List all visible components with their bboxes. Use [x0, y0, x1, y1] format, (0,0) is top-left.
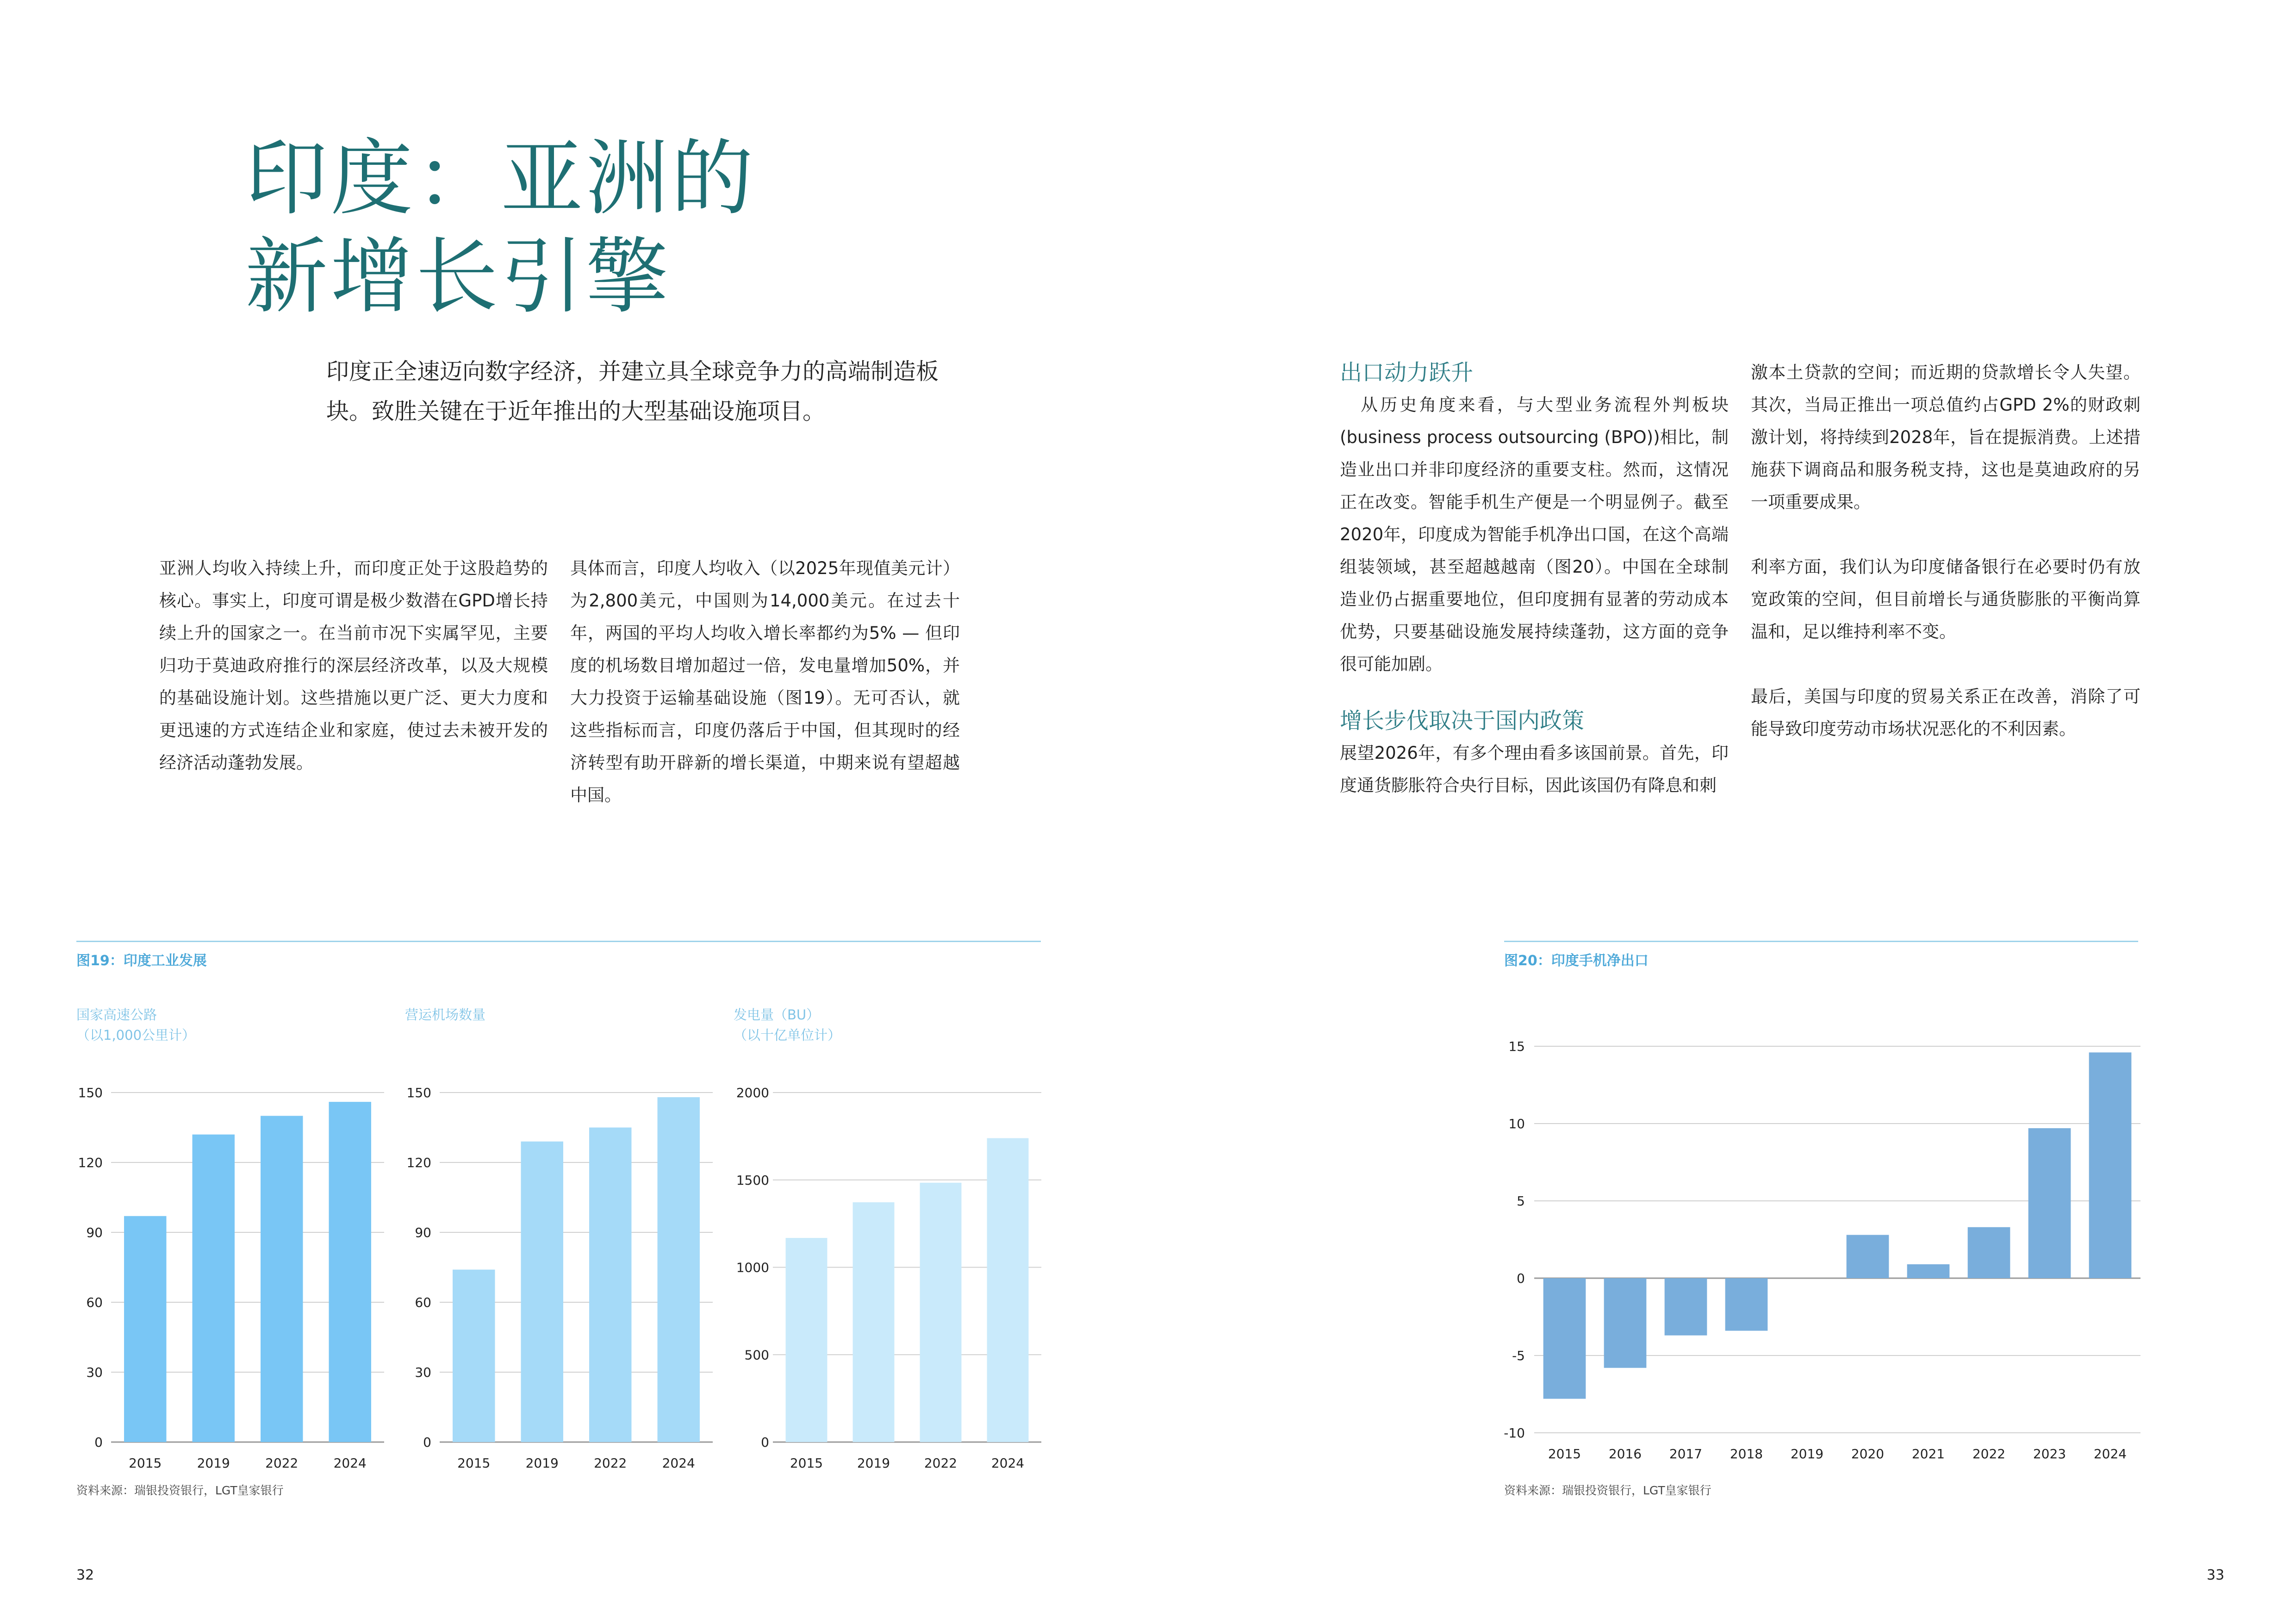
x-tick-label: 2019	[197, 1455, 230, 1471]
x-tick-label: 2015	[1548, 1446, 1581, 1462]
chart-3-label	[734, 1005, 841, 1045]
x-tick-label: 2022	[924, 1455, 958, 1471]
figure-20-source: 资料来源：瑞银投资银行，LGT皇家银行	[1504, 1484, 1711, 1497]
bar	[2089, 1052, 2132, 1278]
y-tick-label: 0	[761, 1435, 769, 1450]
chart-3-title: 发电量（BU）	[734, 1007, 820, 1023]
figure-19-title: 图19：印度工业发展	[76, 953, 207, 969]
figure-19-rule	[76, 941, 1041, 942]
figure-19-source: 资料来源：瑞银投资银行，LGT皇家银行	[76, 1484, 284, 1497]
y-tick-label: 15	[1508, 1039, 1525, 1054]
x-tick-label: 2023	[2033, 1446, 2066, 1462]
bar	[1543, 1278, 1586, 1399]
bar	[920, 1183, 962, 1442]
y-tick-label: 30	[415, 1365, 431, 1380]
y-tick-label: 1000	[736, 1260, 769, 1275]
section-heading-exports: 出口动力跃升	[1340, 360, 1474, 386]
bar	[1968, 1227, 2010, 1278]
bar	[1665, 1278, 1707, 1336]
bar	[589, 1128, 631, 1443]
x-tick-label: 2024	[662, 1455, 695, 1471]
column-4-paragraph-2: 利率方面，我们认为印度储备银行在必要时仍有放宽政策的空间，但目前增长与通货膨胀的平衡尚算温和，足以维持利率不变。	[1751, 557, 2140, 642]
title-line-1: 印度：亚洲的	[245, 131, 756, 226]
y-tick-label: 150	[78, 1085, 103, 1100]
x-tick-label: 2015	[129, 1455, 162, 1471]
x-tick-label: 2022	[265, 1455, 299, 1471]
x-tick-label: 2024	[2093, 1446, 2127, 1462]
y-tick-label: 60	[86, 1295, 103, 1310]
x-tick-label: 2015	[457, 1455, 491, 1471]
page-number-left: 32	[76, 1567, 94, 1583]
y-tick-label: 500	[744, 1347, 769, 1363]
chart-power	[722, 1065, 1041, 1472]
bar	[453, 1270, 495, 1442]
bar	[658, 1097, 700, 1442]
x-tick-label: 2019	[857, 1455, 890, 1471]
chart-3-subtitle: （以十亿单位计）	[734, 1027, 841, 1043]
chart-1-label	[76, 1005, 195, 1045]
page-number-right: 33	[2207, 1567, 2225, 1583]
y-tick-label: 60	[415, 1295, 431, 1310]
bar	[124, 1216, 166, 1442]
x-tick-label: 2020	[1851, 1446, 1885, 1462]
exports-paragraph: 从历史角度来看，与大型业务流程外判板块(business process outsourcing (BPO))相比，制造业出口并非印度经济的重要支柱。然而，这情况正在改变。智能手机生产便是一个明显例子。截至2020年，印度成为智能手机净出口国，在这个高端组装领域，甚至超越越南（图20）。中国在全球制造业仍占据重要地位，但印度拥有显著的劳动成本优势，只要基础设施发展持续蓬勃，这方面的竞争很可能加剧。	[1340, 395, 1729, 674]
chart-2-label	[405, 1005, 485, 1025]
section-heading-policy: 增长步伐取决于国内政策	[1340, 708, 1585, 734]
bar	[193, 1135, 235, 1442]
x-tick-label: 2022	[1972, 1446, 2006, 1462]
y-tick-label: 1500	[736, 1172, 769, 1188]
y-tick-label: 2000	[736, 1085, 769, 1100]
bar	[261, 1116, 303, 1442]
y-tick-label: 90	[415, 1225, 431, 1240]
x-tick-label: 2016	[1608, 1446, 1642, 1462]
figure-20-title: 图20：印度手机净出口	[1504, 953, 1649, 969]
y-tick-label: 0	[1517, 1271, 1525, 1286]
y-tick-label: 120	[406, 1155, 431, 1170]
y-tick-label: 30	[86, 1365, 103, 1380]
column-4-paragraph-1: 激本土贷款的空间；而近期的贷款增长令人失望。其次，当局正推出一项总值约占GPD 2%的财政刺激计划，将持续到2028年，旨在提振消费。上述措施获下调商品和服务税支持，这也是莫迪政府的另一项重要成果。	[1751, 362, 2140, 512]
chart-highways	[65, 1065, 384, 1472]
body-column-3	[1340, 356, 1729, 802]
bar	[786, 1238, 828, 1442]
chart-1-subtitle: （以1,000公里计）	[76, 1027, 196, 1043]
y-tick-label: -5	[1512, 1348, 1525, 1363]
x-tick-label: 2017	[1669, 1446, 1703, 1462]
figure-20-rule	[1504, 941, 2138, 942]
column-4-paragraph-3: 最后，美国与印度的贸易关系正在改善，消除了可能导致印度劳动市场状况恶化的不利因素。	[1751, 687, 2140, 739]
y-tick-label: 0	[94, 1435, 103, 1450]
body-column-4	[1751, 356, 2140, 745]
chart-2-title: 营运机场数量	[405, 1007, 486, 1023]
chart-1-title: 国家高速公路	[76, 1007, 157, 1023]
page-title	[245, 130, 756, 326]
x-tick-label: 2022	[594, 1455, 627, 1471]
bar	[853, 1202, 895, 1442]
y-tick-label: 10	[1508, 1116, 1525, 1131]
bar	[329, 1102, 371, 1442]
chart-phone-exports	[1490, 1023, 2143, 1472]
bar	[2028, 1128, 2071, 1278]
y-tick-label: -10	[1504, 1425, 1525, 1441]
x-tick-label: 2019	[525, 1455, 559, 1471]
x-tick-label: 2021	[1911, 1446, 1945, 1462]
title-line-2: 新增长引擎	[245, 229, 671, 325]
y-tick-label: 90	[86, 1225, 103, 1240]
x-tick-label: 2024	[333, 1455, 367, 1471]
y-tick-label: 5	[1517, 1193, 1525, 1209]
x-tick-label: 2015	[790, 1455, 823, 1471]
x-tick-label: 2019	[1790, 1446, 1824, 1462]
policy-paragraph: 展望2026年，有多个理由看多该国前景。首先，印度通货膨胀符合央行目标，因此该国仍有降息和刺	[1340, 743, 1729, 795]
bar	[521, 1142, 563, 1442]
x-tick-label: 2018	[1730, 1446, 1763, 1462]
x-tick-label: 2024	[991, 1455, 1025, 1471]
bar	[1604, 1278, 1647, 1368]
bar	[1907, 1264, 1950, 1278]
y-tick-label: 120	[78, 1155, 103, 1170]
y-tick-label: 150	[406, 1085, 431, 1100]
lead-paragraph: 印度正全速迈向数字经济，并建立具全球竞争力的高端制造板块。致胜关键在于近年推出的大型基础设施项目。	[326, 358, 939, 425]
body-column-1: 亚洲人均收入持续上升，而印度正处于这股趋势的核心。事实上，印度可谓是极少数潜在GPD增长持续上升的国家之一。在当前市况下实属罕见，主要归功于莫迪政府推行的深层经济改革，以及大规模的基础设施计划。这些措施以更广泛、更大力度和更迅速的方式连结企业和家庭，使过去未被开发的经济活动蓬勃发展。	[159, 558, 548, 773]
bar	[1725, 1278, 1768, 1331]
bar	[987, 1138, 1029, 1442]
bar	[1847, 1235, 1889, 1278]
y-tick-label: 0	[423, 1435, 431, 1450]
body-column-2: 具体而言，印度人均收入（以2025年现值美元计）为2,800美元，中国则为14,000美元。在过去十年，两国的平均人均收入增长率都约为5% — 但印度的机场数目增加超过一倍，发电量增加50%，并大力投资于运输基础设施（图19）。无可否认，就这些指标而言，印度仍落后于中国，但其现时的经济转型有助开辟新的增长渠道，中期来说有望超越中国。	[570, 558, 960, 805]
chart-airports	[393, 1065, 713, 1472]
